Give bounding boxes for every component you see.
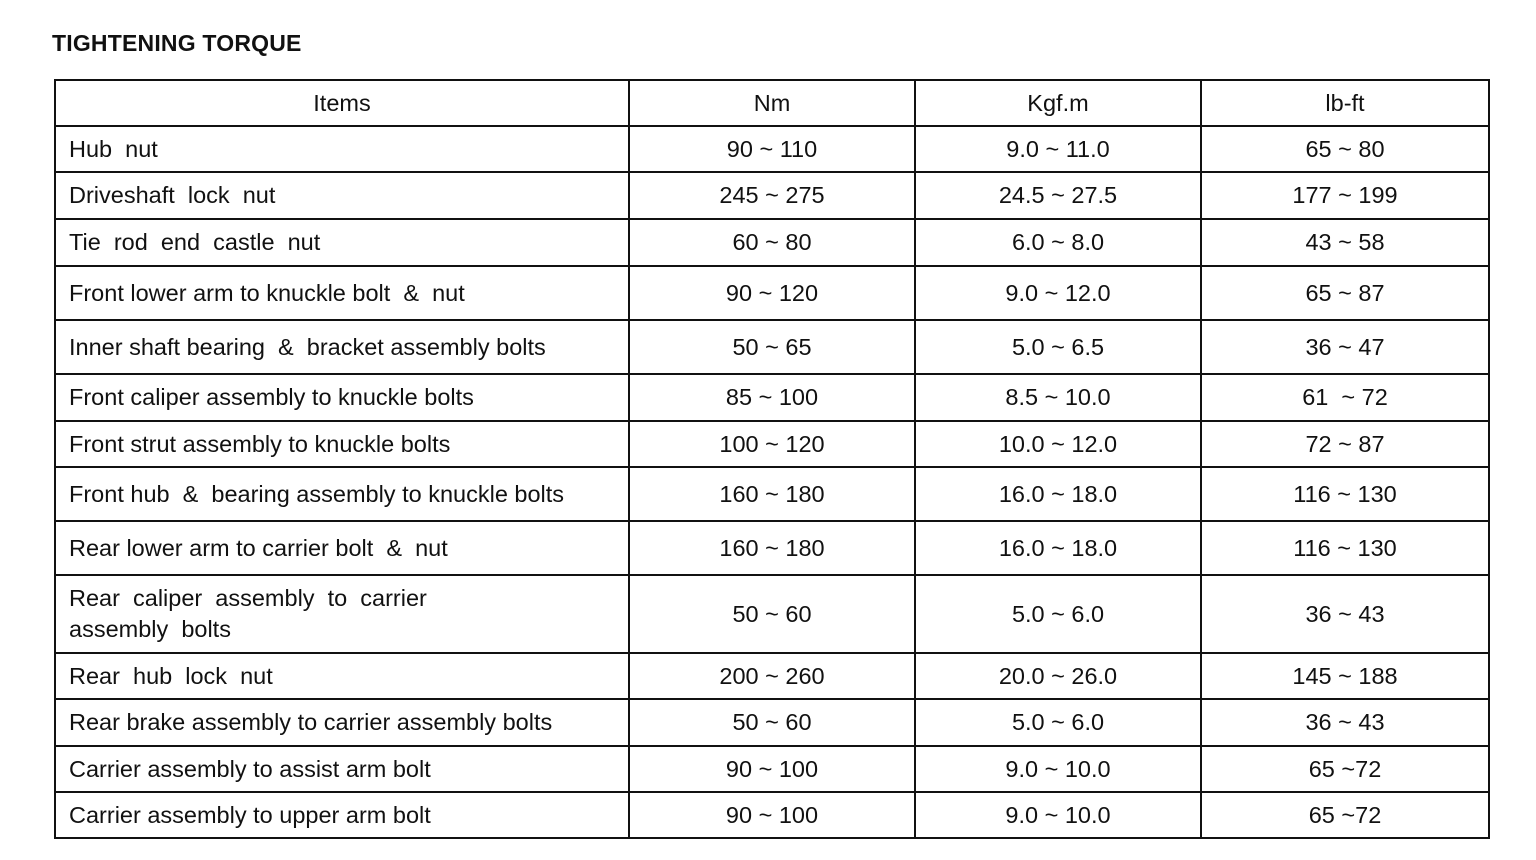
cell-nm: 100 ~ 120 [629,421,915,467]
cell-kgfm: 10.0 ~ 12.0 [915,421,1201,467]
cell-kgfm: 9.0 ~ 12.0 [915,266,1201,320]
cell-lbft: 177 ~ 199 [1201,172,1489,219]
cell-kgfm: 6.0 ~ 8.0 [915,219,1201,266]
cell-nm: 200 ~ 260 [629,653,915,699]
cell-kgfm: 9.0 ~ 11.0 [915,126,1201,172]
cell-nm: 90 ~ 120 [629,266,915,320]
cell-lbft: 65 ~ 87 [1201,266,1489,320]
cell-item: Inner shaft bearing & bracket assembly bolts [55,320,629,374]
table-row [55,219,1489,266]
cell-item: Carrier assembly to upper arm bolt [55,792,629,838]
cell-nm: 160 ~ 180 [629,521,915,575]
cell-lbft: 116 ~ 130 [1201,467,1489,521]
cell-kgfm: 9.0 ~ 10.0 [915,746,1201,792]
table-header-row [55,80,1489,126]
cell-nm: 160 ~ 180 [629,467,915,521]
cell-item: Rear brake assembly to carrier assembly bolts [55,699,629,746]
cell-item: Hub nut [55,126,629,172]
table-row [55,521,1489,575]
table-row [55,374,1489,421]
cell-lbft: 43 ~ 58 [1201,219,1489,266]
cell-item: Front lower arm to knuckle bolt & nut [55,266,629,320]
cell-kgfm: 5.0 ~ 6.0 [915,575,1201,653]
cell-lbft: 36 ~ 43 [1201,699,1489,746]
table-row [55,575,1489,653]
cell-nm: 50 ~ 65 [629,320,915,374]
column-header-nm: Nm [629,80,915,126]
cell-lbft: 65 ~72 [1201,792,1489,838]
cell-item: Carrier assembly to assist arm bolt [55,746,629,792]
cell-nm: 90 ~ 110 [629,126,915,172]
cell-kgfm: 16.0 ~ 18.0 [915,467,1201,521]
table-row [55,320,1489,374]
cell-lbft: 36 ~ 47 [1201,320,1489,374]
cell-item: Rear caliper assembly to carrier assembly bolts [55,575,629,653]
cell-lbft: 145 ~ 188 [1201,653,1489,699]
cell-nm: 85 ~ 100 [629,374,915,421]
cell-item: Driveshaft lock nut [55,172,629,219]
table-row [55,126,1489,172]
cell-lbft: 72 ~ 87 [1201,421,1489,467]
column-header-lbft: lb-ft [1201,80,1489,126]
page-title: TIGHTENING TORQUE [52,30,302,56]
cell-kgfm: 8.5 ~ 10.0 [915,374,1201,421]
cell-item: Front caliper assembly to knuckle bolts [55,374,629,421]
cell-kgfm: 20.0 ~ 26.0 [915,653,1201,699]
cell-lbft: 36 ~ 43 [1201,575,1489,653]
cell-lbft: 65 ~72 [1201,746,1489,792]
column-header-kgfm: Kgf.m [915,80,1201,126]
cell-lbft: 116 ~ 130 [1201,521,1489,575]
cell-kgfm: 24.5 ~ 27.5 [915,172,1201,219]
cell-nm: 90 ~ 100 [629,746,915,792]
cell-lbft: 65 ~ 80 [1201,126,1489,172]
cell-nm: 245 ~ 275 [629,172,915,219]
table-row [55,699,1489,746]
table-row [55,266,1489,320]
cell-nm: 90 ~ 100 [629,792,915,838]
table-row [55,172,1489,219]
cell-kgfm: 5.0 ~ 6.5 [915,320,1201,374]
cell-item: Rear hub lock nut [55,653,629,699]
table-row [55,653,1489,699]
table-row [55,421,1489,467]
cell-lbft: 61 ~ 72 [1201,374,1489,421]
cell-kgfm: 5.0 ~ 6.0 [915,699,1201,746]
table-row [55,467,1489,521]
cell-item: Front strut assembly to knuckle bolts [55,421,629,467]
cell-kgfm: 9.0 ~ 10.0 [915,792,1201,838]
cell-nm: 60 ~ 80 [629,219,915,266]
cell-kgfm: 16.0 ~ 18.0 [915,521,1201,575]
cell-item: Front hub & bearing assembly to knuckle bolts [55,467,629,521]
table-row [55,746,1489,792]
column-header-items: Items [55,80,629,126]
cell-item: Tie rod end castle nut [55,219,629,266]
table-row [55,792,1489,838]
cell-nm: 50 ~ 60 [629,575,915,653]
cell-nm: 50 ~ 60 [629,699,915,746]
cell-item: Rear lower arm to carrier bolt & nut [55,521,629,575]
torque-table [54,79,1490,839]
